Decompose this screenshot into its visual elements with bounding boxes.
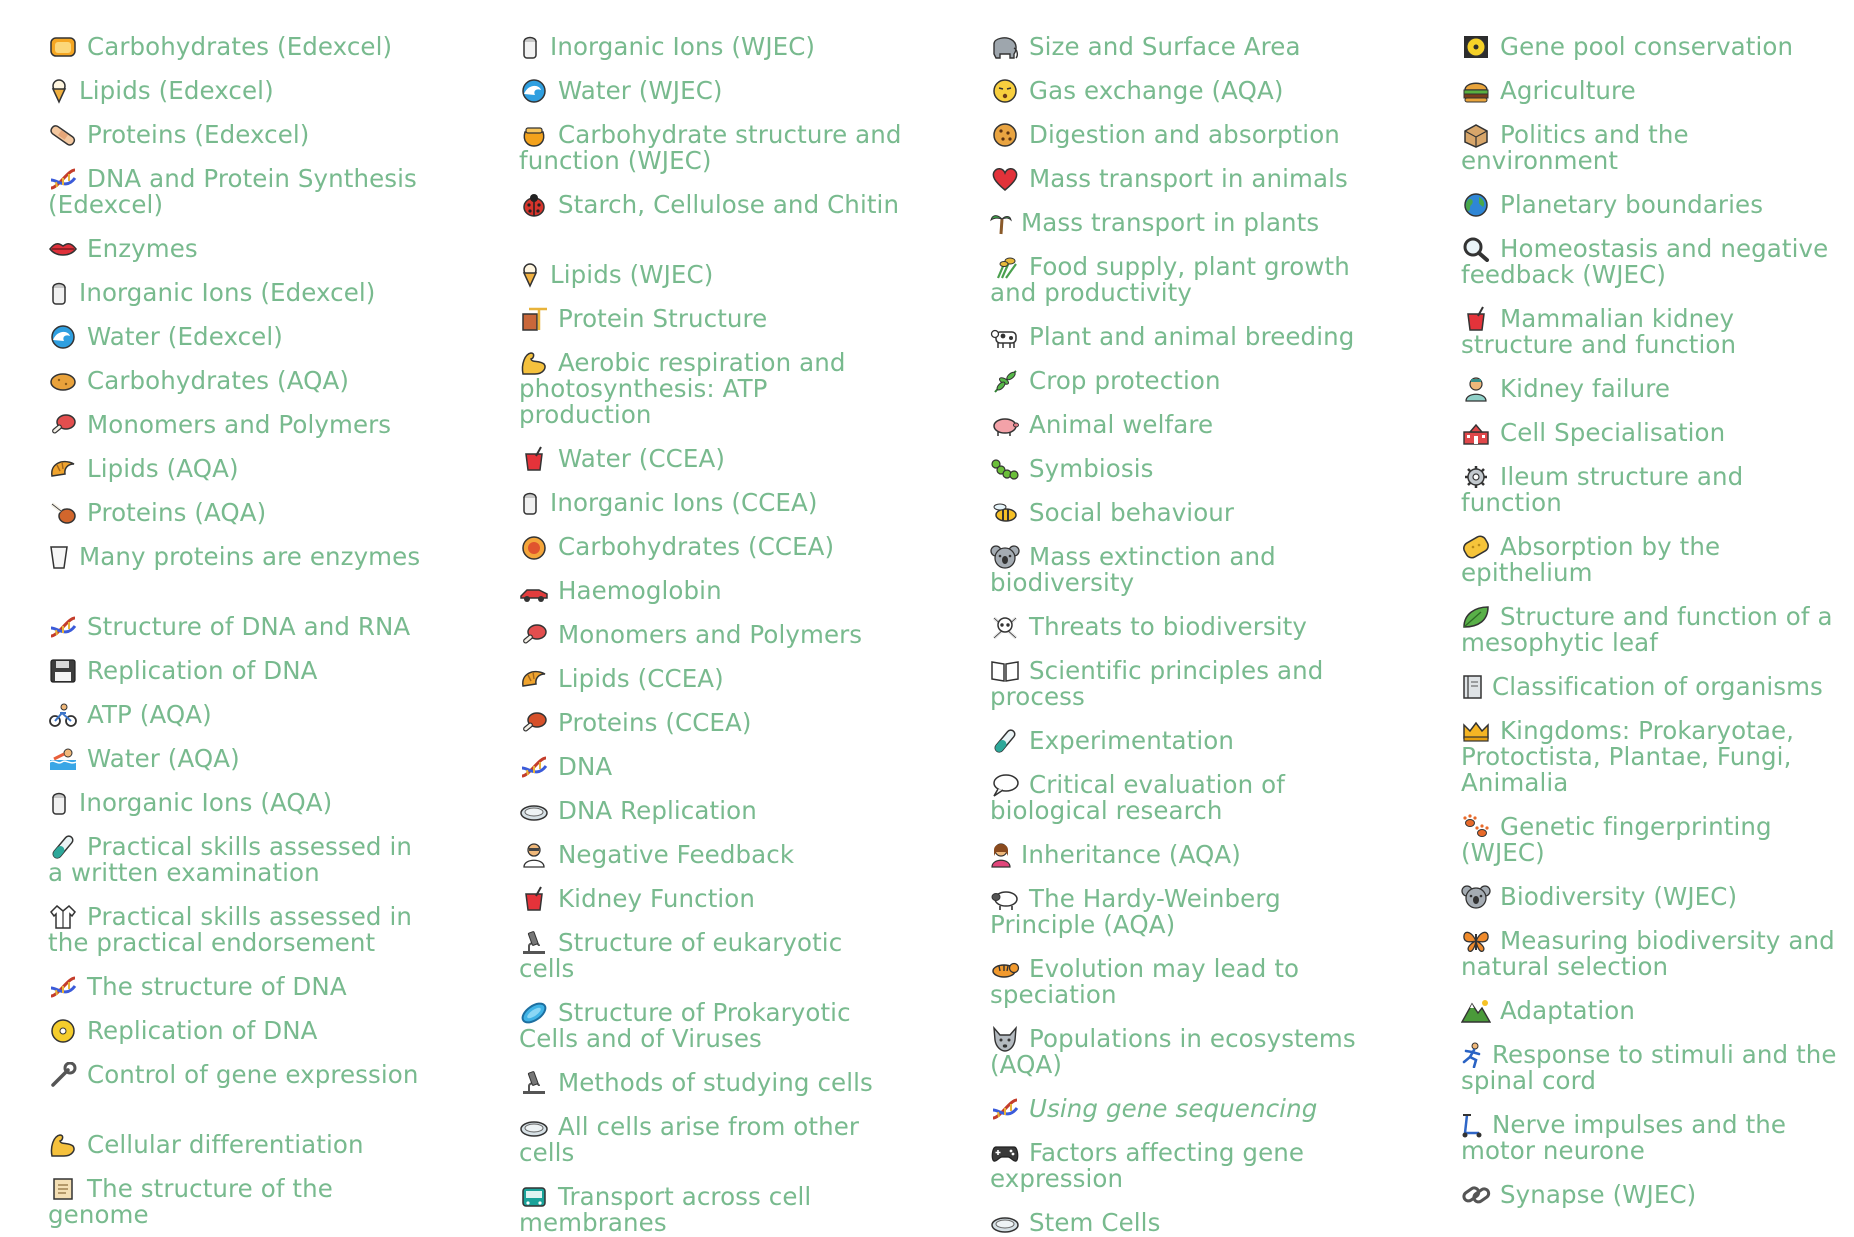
meat-on-bone-icon [519, 710, 549, 736]
topic-link[interactable] [1461, 1042, 1846, 1094]
topic-link[interactable] [519, 886, 904, 912]
topic-label: Planetary boundaries [1500, 190, 1764, 219]
topic-link[interactable] [48, 412, 433, 438]
topic-link[interactable] [48, 456, 433, 482]
honey-pot-icon [519, 122, 549, 148]
topic-link[interactable] [1461, 306, 1846, 358]
topic-label: Crop protection [1029, 366, 1221, 395]
topic-link[interactable] [48, 368, 433, 394]
topic-link[interactable] [48, 34, 433, 60]
topic-label: Biodiversity (WJEC) [1500, 882, 1738, 911]
ladybug-icon [519, 192, 549, 218]
topic-link[interactable] [990, 956, 1375, 1008]
crown-icon [1461, 718, 1491, 744]
topic-link[interactable] [990, 456, 1375, 482]
topic-link[interactable] [519, 930, 904, 982]
topic-link[interactable] [48, 904, 433, 956]
package-icon [1461, 122, 1491, 148]
topic-label: Experimentation [1029, 726, 1235, 755]
topic-label: Animal welfare [1029, 410, 1214, 439]
cookie-icon [990, 122, 1020, 148]
cup-with-straw-icon [1461, 306, 1491, 332]
croissant-icon [519, 666, 549, 692]
topic-link[interactable] [990, 368, 1375, 394]
topic-link[interactable] [1461, 236, 1846, 288]
kick-scooter-icon [1461, 1112, 1483, 1138]
microscope-icon [519, 1070, 549, 1096]
topic-link[interactable] [1461, 674, 1846, 700]
topic-link[interactable] [1461, 34, 1846, 60]
topic-link[interactable] [48, 166, 433, 218]
koala-icon [1461, 884, 1491, 910]
topic-label: Protein Structure [558, 304, 768, 333]
topic-label: Mass transport in plants [1021, 208, 1320, 237]
topic-label: Lipids (AQA) [87, 454, 239, 483]
topic-link[interactable] [519, 1000, 904, 1052]
topic-label: Kidney failure [1500, 374, 1671, 403]
topic-link[interactable] [990, 1096, 1375, 1122]
topic-label: Lipids (Edexcel) [79, 76, 274, 105]
topic-link[interactable] [519, 78, 904, 104]
topic-label: DNA and Protein Synthesis (Edexcel) [48, 164, 417, 219]
bread-icon [48, 34, 78, 60]
topic-label: Negative Feedback [558, 840, 795, 869]
topic-label: Proteins (Edexcel) [87, 120, 310, 149]
topic-label: Cellular differentiation [87, 1130, 364, 1159]
palm-tree-icon [990, 210, 1012, 236]
cup-with-straw-icon [519, 886, 549, 912]
building-construction-icon [519, 306, 549, 332]
topic-link[interactable] [990, 1026, 1375, 1078]
topic-label: Social behaviour [1029, 498, 1235, 527]
topic-link[interactable] [1461, 420, 1846, 446]
topic-label: The structure of DNA [87, 972, 347, 1001]
topic-label: Food supply, plant growth and productivity [990, 252, 1350, 307]
topic-link[interactable] [48, 78, 433, 104]
topic-label: Methods of studying cells [558, 1068, 873, 1097]
topic-link[interactable] [48, 324, 433, 350]
topic-label: Stem Cells [1029, 1208, 1161, 1237]
skull-and-crossbones-icon [990, 614, 1020, 640]
topic-link[interactable] [48, 1176, 433, 1228]
burger-icon [1461, 78, 1491, 104]
topic-label: Mammalian kidney structure and function [1461, 304, 1737, 359]
topic-label: Kidney Function [558, 884, 756, 913]
magnifying-glass-icon [1461, 236, 1491, 262]
chicken-leg-icon [48, 500, 78, 526]
topic-label: Carbohydrates (AQA) [87, 366, 350, 395]
topic-label: Digestion and absorption [1029, 120, 1340, 149]
topic-label: Critical evaluation of biological research [990, 770, 1285, 825]
topic-link[interactable] [48, 834, 433, 886]
honeybee-icon [990, 500, 1020, 526]
topic-label: Populations in ecosystems (AQA) [990, 1024, 1356, 1079]
topic-link[interactable] [1461, 376, 1846, 402]
topic-link[interactable] [990, 412, 1375, 438]
topic-label: Practical skills assessed in the practical endorsement [48, 902, 413, 957]
topic-link[interactable] [1461, 122, 1846, 174]
salt-shaker-icon [48, 280, 70, 306]
test-tube-icon [990, 728, 1020, 754]
topic-label: All cells arise from other cells [519, 1112, 860, 1167]
topic-label: DNA Replication [558, 796, 757, 825]
topic-label: The Hardy-Weinberg Principle (AQA) [990, 884, 1281, 939]
wrench-icon [48, 1062, 78, 1088]
topic-link[interactable] [48, 614, 433, 640]
topic-link[interactable] [48, 746, 433, 772]
exhaling-face-icon [990, 78, 1020, 104]
potato-icon [48, 368, 78, 394]
topic-link[interactable] [48, 544, 433, 570]
topic-link[interactable] [48, 280, 433, 306]
dna-icon [519, 754, 549, 780]
topic-link[interactable] [1461, 718, 1846, 796]
test-tube-icon [48, 834, 78, 860]
topic-label: Monomers and Polymers [87, 410, 392, 439]
topic-label: Water (Edexcel) [87, 322, 283, 351]
topic-link[interactable] [519, 710, 904, 736]
topic-label: Adaptation [1500, 996, 1635, 1025]
topic-link[interactable] [519, 490, 904, 516]
topic-label: Factors affecting gene expression [990, 1138, 1305, 1193]
pig-icon [990, 412, 1020, 438]
dna-icon [48, 614, 78, 640]
salt-shaker-icon [519, 34, 541, 60]
topic-label: Proteins (CCEA) [558, 708, 752, 737]
topic-link[interactable] [990, 886, 1375, 938]
dna-icon [48, 166, 78, 192]
topic-link[interactable] [1461, 998, 1846, 1024]
herb-icon [990, 368, 1020, 394]
mountain-icon [1461, 998, 1491, 1024]
topic-link[interactable] [519, 350, 904, 428]
topic-link[interactable] [990, 842, 1375, 868]
topic-label: Threats to biodiversity [1029, 612, 1307, 641]
topic-link[interactable] [990, 728, 1375, 754]
scroll-icon [48, 1176, 78, 1202]
topic-label: Measuring biodiversity and natural selection [1461, 926, 1835, 981]
topic-link[interactable] [990, 122, 1375, 148]
topic-link[interactable] [519, 192, 904, 218]
topic-label: Aerobic respiration and photosynthesis: ATP production [519, 348, 846, 429]
chain-link-icon [1461, 1182, 1491, 1208]
topic-link[interactable] [519, 622, 904, 648]
dvd-icon [1461, 34, 1491, 60]
family-icon [990, 842, 1012, 868]
topic-label: Water (CCEA) [558, 444, 725, 473]
salt-shaker-icon [48, 790, 70, 816]
topic-label: Politics and the environment [1461, 120, 1689, 175]
topic-link[interactable] [48, 1018, 433, 1044]
flexed-biceps-icon [519, 350, 549, 376]
open-book-icon [990, 658, 1020, 684]
pie-icon [519, 534, 549, 560]
tram-icon [519, 1184, 549, 1210]
topic-link[interactable] [48, 500, 433, 526]
ice-cream-cone-icon [519, 262, 541, 288]
topic-link[interactable] [48, 702, 433, 728]
croissant-icon [48, 456, 78, 482]
topic-link[interactable] [519, 446, 904, 472]
topic-label: ATP (AQA) [87, 700, 212, 729]
topic-label: Inorganic Ions (Edexcel) [79, 278, 376, 307]
topic-label: Scientific principles and process [990, 656, 1324, 711]
topic-link[interactable] [990, 166, 1375, 192]
notebook-icon [1461, 674, 1483, 700]
salt-shaker-icon [519, 490, 541, 516]
globe-icon [1461, 192, 1491, 218]
water-wave-icon [48, 324, 78, 350]
topic-label: Response to stimuli and the spinal cord [1461, 1040, 1837, 1095]
topic-link[interactable] [1461, 78, 1846, 104]
topic-link[interactable] [519, 1070, 904, 1096]
topic-link[interactable] [990, 1140, 1375, 1192]
topic-link[interactable] [1461, 1182, 1846, 1208]
topic-label: Carbohydrate structure and function (WJEC) [519, 120, 902, 175]
cd-disc-icon [48, 1018, 78, 1044]
topic-label: Homeostasis and negative feedback (WJEC) [1461, 234, 1829, 289]
meat-on-bone-icon [48, 412, 78, 438]
topic-link[interactable] [519, 122, 904, 174]
topic-link[interactable] [990, 614, 1375, 640]
paw-prints-icon [1461, 814, 1491, 840]
sponge-icon [1461, 534, 1491, 560]
topic-link[interactable] [1461, 884, 1846, 910]
scientist-icon [519, 842, 549, 868]
topic-link[interactable] [48, 974, 433, 1000]
topic-label: Structure of eukaryotic cells [519, 928, 843, 983]
topic-link[interactable] [990, 324, 1375, 350]
topic-link[interactable] [48, 658, 433, 684]
topic-link[interactable] [519, 754, 904, 780]
topic-label: Nerve impulses and the motor neurone [1461, 1110, 1787, 1165]
heart-icon [990, 166, 1020, 192]
topic-link[interactable] [990, 1210, 1375, 1236]
microscope-icon [519, 930, 549, 956]
petri-dish-icon [519, 1114, 549, 1140]
sheep-icon [990, 886, 1020, 912]
topic-label: Symbiosis [1029, 454, 1154, 483]
topic-link[interactable] [519, 34, 904, 60]
topic-link[interactable] [519, 666, 904, 692]
school-building-icon [1461, 420, 1491, 446]
topic-link[interactable] [990, 78, 1375, 104]
topic-label: Structure of DNA and RNA [87, 612, 411, 641]
topic-label: Lipids (WJEC) [550, 260, 714, 289]
topic-label: Replication of DNA [87, 1016, 318, 1045]
glass-cup-icon [48, 544, 70, 570]
topic-label: Replication of DNA [87, 656, 318, 685]
topic-label: Kingdoms: Prokaryotae, Protoctista, Plantae, Fungi, Animalia [1461, 716, 1795, 797]
topic-label: Inorganic Ions (CCEA) [550, 488, 818, 517]
topic-label: Starch, Cellulose and Chitin [558, 190, 900, 219]
topic-link[interactable] [1461, 604, 1846, 656]
topic-label: Lipids (CCEA) [558, 664, 724, 693]
koala-icon [990, 544, 1020, 570]
flexed-biceps-icon [48, 1132, 78, 1158]
topic-link[interactable] [519, 262, 904, 288]
topic-link[interactable] [48, 1062, 433, 1088]
petri-dish-icon [519, 798, 549, 824]
topic-link[interactable] [519, 1184, 904, 1236]
topic-label: Carbohydrates (CCEA) [558, 532, 835, 561]
lips-icon [48, 236, 78, 262]
topic-link[interactable] [519, 842, 904, 868]
topic-label: Ileum structure and function [1461, 462, 1744, 517]
topic-link[interactable] [990, 254, 1375, 306]
lab-coat-icon [48, 904, 78, 930]
topic-label: Structure of Prokaryotic Cells and of Viruses [519, 998, 851, 1053]
topic-label: Agriculture [1500, 76, 1636, 105]
topic-label: Inorganic Ions (AQA) [79, 788, 333, 817]
meat-on-bone-icon [519, 622, 549, 648]
topic-label: Gas exchange (AQA) [1029, 76, 1284, 105]
topic-link[interactable] [990, 772, 1375, 824]
caterpillar-icon [990, 456, 1020, 482]
topic-link[interactable] [519, 306, 904, 332]
topic-link[interactable] [990, 544, 1375, 596]
microbe-icon [519, 1000, 549, 1026]
topic-label: Inheritance (AQA) [1021, 840, 1241, 869]
topic-label: Evolution may lead to speciation [990, 954, 1300, 1009]
topic-label: Size and Surface Area [1029, 32, 1301, 61]
topic-label: Genetic fingerprinting (WJEC) [1461, 812, 1772, 867]
dna-icon [48, 974, 78, 1000]
topic-link[interactable] [519, 534, 904, 560]
topic-label: The structure of the genome [48, 1174, 333, 1229]
topic-label: Synapse (WJEC) [1500, 1180, 1697, 1209]
bandage-icon [48, 122, 78, 148]
speech-bubble-icon [990, 772, 1020, 798]
topic-link[interactable] [1461, 464, 1846, 516]
cow-icon [990, 324, 1020, 350]
topic-label: DNA [558, 752, 613, 781]
wolf-icon [990, 1026, 1020, 1052]
topic-label: Water (WJEC) [558, 76, 723, 105]
topic-label: Many proteins are enzymes [79, 542, 421, 571]
topic-link[interactable] [990, 34, 1375, 60]
topic-label: Mass transport in animals [1029, 164, 1348, 193]
sheaf-of-rice-icon [990, 254, 1020, 280]
tiger-icon [990, 956, 1020, 982]
butterfly-icon [1461, 928, 1491, 954]
topic-link[interactable] [1461, 534, 1846, 586]
topic-label: Absorption by the epithelium [1461, 532, 1721, 587]
topic-link[interactable] [519, 1114, 904, 1166]
topic-link[interactable] [48, 122, 433, 148]
gear-icon [1461, 464, 1491, 490]
topic-label: Control of gene expression [87, 1060, 419, 1089]
topic-link[interactable] [990, 500, 1375, 526]
topic-link[interactable] [990, 210, 1375, 236]
topic-link[interactable] [48, 1132, 433, 1158]
topic-link[interactable] [48, 790, 433, 816]
topic-label: Transport across cell membranes [519, 1182, 812, 1237]
topic-label: Practical skills assessed in a written examination [48, 832, 413, 887]
water-wave-icon [519, 78, 549, 104]
cyclist-icon [48, 702, 78, 728]
topic-label: Mass extinction and biodiversity [990, 542, 1276, 597]
topic-link[interactable] [48, 236, 433, 262]
topic-link[interactable] [990, 658, 1375, 710]
topic-link[interactable] [1461, 814, 1846, 866]
petri-dish-icon [990, 1210, 1020, 1236]
topic-label: Water (AQA) [87, 744, 240, 773]
floppy-disk-icon [48, 658, 78, 684]
topic-label: Enzymes [87, 234, 198, 263]
leaf-icon [1461, 604, 1491, 630]
topic-label: Cell Specialisation [1500, 418, 1726, 447]
topic-label: Carbohydrates (Edexcel) [87, 32, 393, 61]
topic-label: Structure and function of a mesophytic leaf [1461, 602, 1833, 657]
topic-label: Using gene sequencing [1029, 1094, 1318, 1123]
ice-cream-cone-icon [48, 78, 70, 104]
topic-link[interactable] [1461, 192, 1846, 218]
game-controller-icon [990, 1140, 1020, 1166]
racing-car-icon [519, 578, 549, 604]
topic-link[interactable] [519, 578, 904, 604]
runner-icon [1461, 1042, 1483, 1068]
topic-label: Gene pool conservation [1500, 32, 1794, 61]
topic-label: Plant and animal breeding [1029, 322, 1355, 351]
topic-label: Monomers and Polymers [558, 620, 863, 649]
topic-label: Proteins (AQA) [87, 498, 267, 527]
cup-with-straw-icon [519, 446, 549, 472]
elephant-icon [990, 34, 1020, 60]
health-worker-icon [1461, 376, 1491, 402]
topic-label: Haemoglobin [558, 576, 722, 605]
topic-link[interactable] [519, 798, 904, 824]
topic-label: Inorganic Ions (WJEC) [550, 32, 816, 61]
swimmer-icon [48, 746, 78, 772]
dna-icon [990, 1096, 1020, 1122]
topic-link[interactable] [1461, 928, 1846, 980]
topic-label: Classification of organisms [1492, 672, 1823, 701]
topic-link[interactable] [1461, 1112, 1846, 1164]
